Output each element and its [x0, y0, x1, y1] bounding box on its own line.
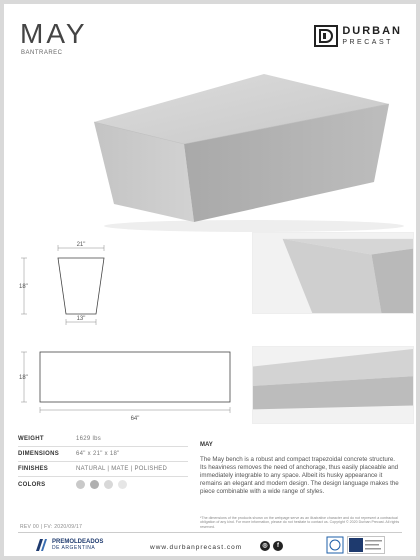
partner-logo: [34, 538, 103, 552]
bench-closeup-photo-1: [252, 232, 414, 314]
top-width-label: 21": [76, 242, 86, 248]
partner-sub: DE ARGENTINA: [52, 544, 96, 551]
height-label: 18": [19, 284, 28, 290]
product-title: MAY: [20, 18, 88, 49]
footer-divider: [18, 532, 402, 533]
product-subtitle: BANTRAREC: [21, 50, 63, 56]
weight-value: 1629 lbs: [76, 436, 102, 442]
finishes-row: [18, 462, 188, 477]
color-swatch[interactable]: [104, 480, 113, 489]
weight-label: WEIGHT: [18, 436, 44, 442]
color-swatch[interactable]: [118, 480, 127, 489]
logo-sub: PRECAST: [342, 39, 393, 46]
finishes-value: NATURAL | MATE | POLISHED: [76, 466, 168, 472]
dimensions-value: 64" x 21" x 18": [76, 451, 120, 457]
side-elevation-drawing: [16, 344, 236, 424]
facebook-icon[interactable]: f: [273, 541, 283, 551]
description-body: The May bench is a robust and compact trapezoidal concrete structure. Its heaviness removes the need of anchorage, thus easily placeable and immediately integrable to any space. Albeit its husky appearance it remains an elegant and modern design. The design language makes the piece combinable with a wide range of styles.: [200, 456, 399, 495]
disclaimer-text: *The dimensions of the products shown on the webpage serve as an illustrative character and do not represent a contractual obligation of any kind. For more information, please do not hesitate to contact us. Copyright © 2020 Durban Precast. All rights reserved.: [200, 516, 400, 529]
durban-logo: [314, 24, 402, 48]
color-swatch[interactable]: [76, 480, 85, 489]
partner-name: PREMOLDEADOS: [52, 538, 104, 545]
length-label: 64": [130, 416, 140, 422]
durban-logo-mark-icon: [314, 24, 338, 48]
spec-sheet: [4, 4, 416, 556]
certification-badges: [326, 536, 385, 554]
weight-row: [18, 432, 188, 447]
finishes-label: FINISHES: [18, 466, 49, 472]
color-swatch[interactable]: [90, 480, 99, 489]
front-elevation-drawing: [16, 240, 116, 330]
dimensions-label: DIMENSIONS: [18, 451, 60, 457]
instagram-icon[interactable]: ◎: [260, 541, 270, 551]
bench-hero-image: [64, 64, 404, 234]
logo-name: DURBAN: [342, 25, 402, 37]
social-links: [260, 541, 283, 551]
side-height-label: 18": [19, 375, 28, 381]
specs-table: [18, 432, 188, 492]
partner-logo-mark-icon: [34, 538, 48, 552]
bench-closeup-photo-2: [252, 346, 414, 424]
management-system-badge-icon: [347, 536, 385, 554]
website-link[interactable]: www.durbanprecast.com: [150, 544, 243, 551]
colors-row: [18, 477, 188, 492]
revision-text: REV 00 | FV: 2020/09/17: [20, 524, 83, 530]
dimensions-row: [18, 447, 188, 462]
color-swatches: [76, 480, 127, 489]
bottom-width-label: 13": [76, 316, 86, 322]
description-title: MAY: [200, 442, 213, 448]
certification-badge-icon: [326, 536, 344, 554]
colors-label: COLORS: [18, 481, 46, 488]
